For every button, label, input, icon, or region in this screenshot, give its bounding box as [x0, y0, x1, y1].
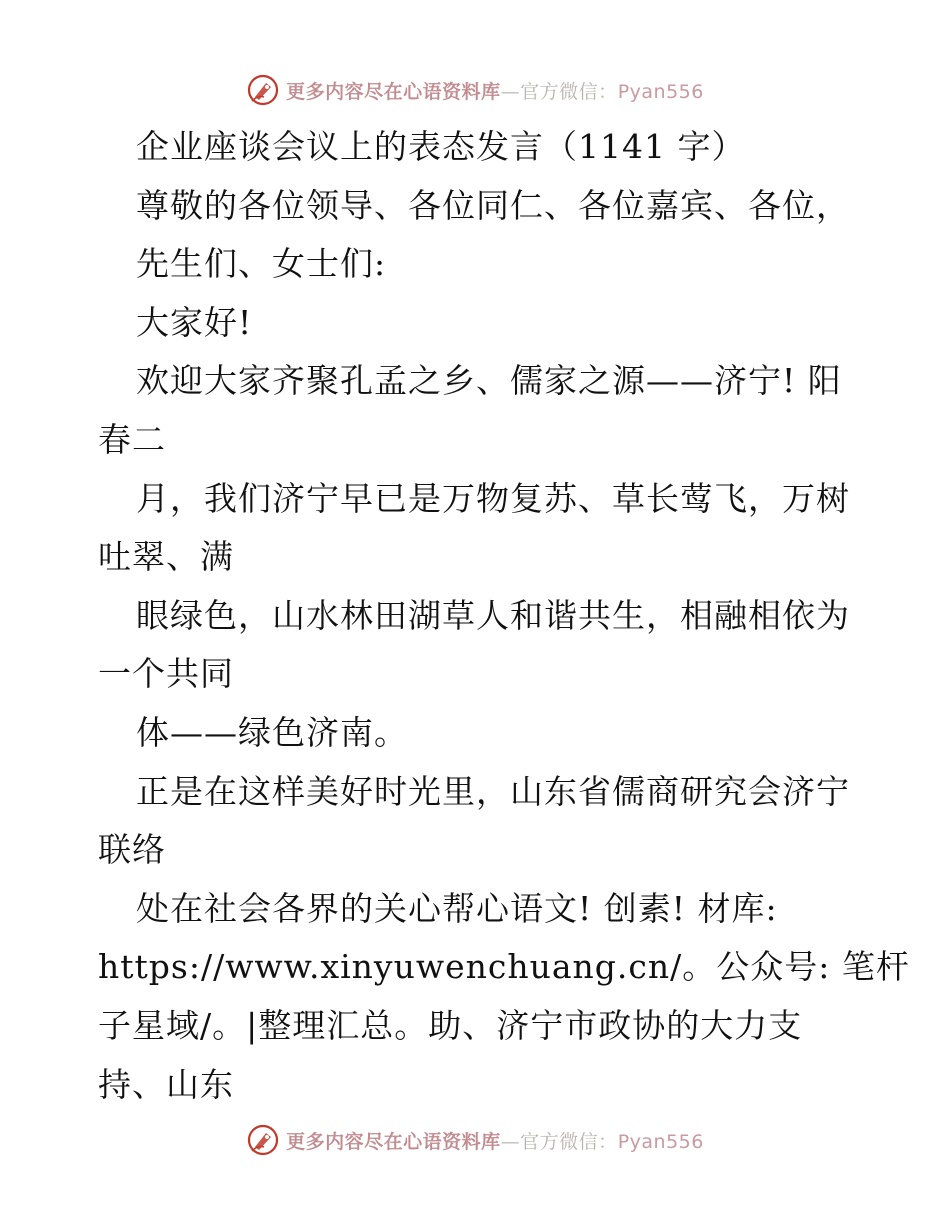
document-title: 企业座谈会议上的表态发言（1141 字）	[136, 127, 746, 166]
header-banner-text	[286, 77, 704, 104]
footer-wechat-label: 官方微信：	[520, 1130, 618, 1153]
header-banner-content	[246, 73, 704, 107]
document-link-line: https://www.xinyuwenchuang.cn/。公众号: 笔杆	[98, 947, 910, 987]
header-banner-dash: —	[500, 80, 521, 103]
header-wechat-id: Pyan556	[617, 80, 704, 103]
footer-banner-content	[246, 1123, 704, 1157]
header-banner	[0, 70, 950, 110]
document-line: 尊敬的各位领导、各位同仁、各位嘉宾、各位，	[136, 185, 850, 225]
pen-nib-logo-icon	[246, 73, 280, 107]
document-line: 一个共同	[98, 654, 234, 694]
document-line: 春二	[98, 419, 166, 459]
document-line: 眼绿色，山水林田湖草人和谐共生，相融相依为	[136, 595, 850, 635]
document-line: 子星域/。|整理汇总。助、济宁市政协的大力支	[98, 1005, 803, 1045]
footer-banner-main: 更多内容尽在心语资料库	[286, 1130, 501, 1153]
document-line: 月，我们济宁早已是万物复苏、草长莺飞，万树	[136, 478, 850, 518]
document-line: 联络	[98, 830, 166, 870]
document-line: 先生们、女士们:	[136, 244, 387, 284]
document-line: 欢迎大家齐聚孔孟之乡、儒家之源——济宁! 阳	[136, 361, 842, 401]
header-banner-main: 更多内容尽在心语资料库	[286, 80, 501, 103]
pen-nib-logo-icon	[246, 1123, 280, 1157]
document-line: 大家好!	[136, 302, 253, 342]
footer-banner-dash: —	[500, 1130, 521, 1153]
document-line: 正是在这样美好时光里，山东省儒商研究会济宁	[136, 771, 850, 811]
document-line: 吐翠、满	[98, 537, 234, 577]
footer-banner	[0, 1120, 950, 1160]
document-line: 持、山东	[98, 1064, 234, 1104]
footer-wechat-id: Pyan556	[617, 1130, 704, 1153]
header-wechat-label: 官方微信：	[520, 80, 618, 103]
document-body	[98, 118, 910, 1114]
document-line: 体——绿色济南。	[136, 712, 408, 752]
document-line: 处在社会各界的关心帮心语文! 创素! 材库:	[136, 888, 778, 928]
footer-banner-text	[286, 1127, 704, 1154]
